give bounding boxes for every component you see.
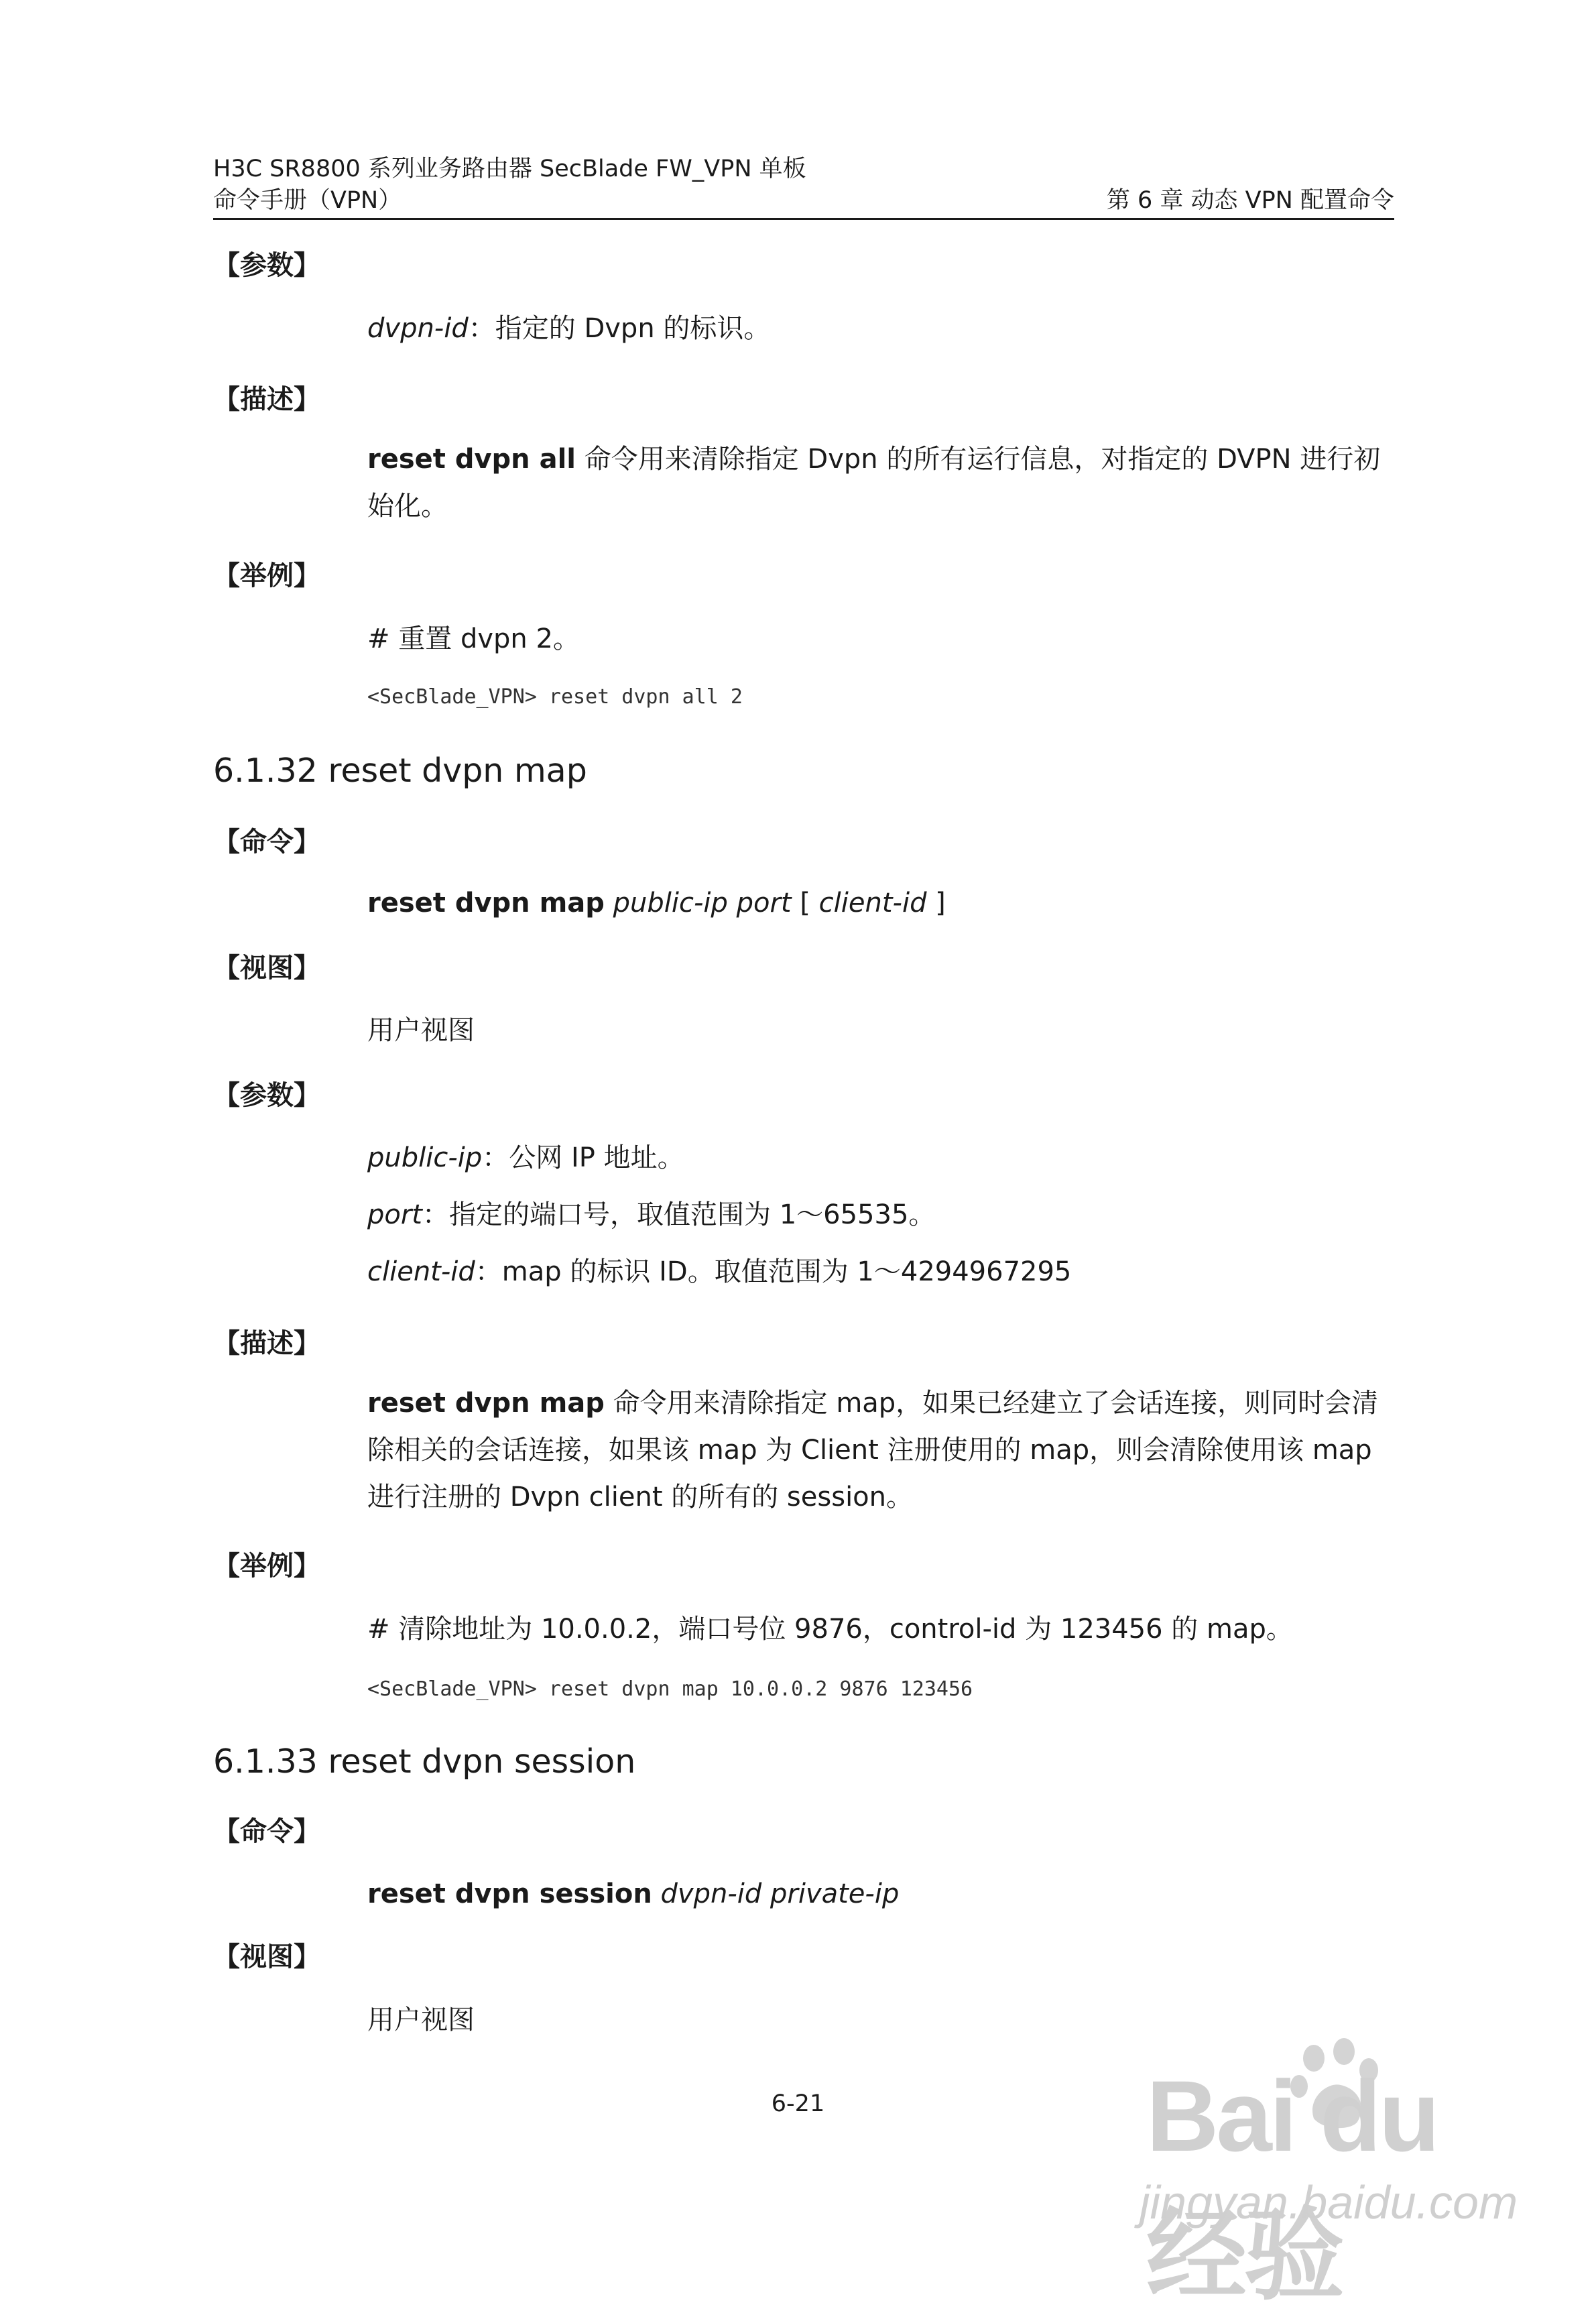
description-paragraph [367, 436, 1394, 530]
description-heading: 【描述】 [213, 1328, 320, 1359]
command-name: reset dvpn map [367, 1388, 605, 1419]
param-dvpn-id [367, 305, 1394, 352]
header-subtitle: 命令手册（VPN） [213, 187, 402, 214]
view-heading: 【视图】 [213, 953, 320, 984]
param-name: public-ip [367, 1142, 483, 1173]
command-syntax [367, 1870, 1394, 1917]
command-keyword: reset dvpn map [367, 888, 605, 918]
section-title: 6.1.32 reset dvpn map [213, 752, 587, 790]
command-heading: 【命令】 [213, 827, 320, 857]
command-args: public-ip port [613, 888, 792, 918]
view-text: 用户视图 [367, 2005, 475, 2035]
param-name: dvpn-id [367, 313, 469, 344]
command-name: reset dvpn all [367, 444, 576, 475]
header-rule [213, 218, 1394, 220]
command-syntax [367, 880, 1394, 927]
param-text: ：map 的标识 ID。取值范围为 1～4294967295 [475, 1256, 1072, 1287]
param-name: port [367, 1199, 422, 1230]
command-keyword: reset dvpn session [367, 1879, 652, 1909]
example-comment: # 清除地址为 10.0.0.2，端口号位 9876，control-id 为 123456 的 map。 [367, 1614, 1293, 1645]
optional-arg: client-id [818, 888, 927, 918]
header-chapter: 第 6 章 动态 VPN 配置命令 [1106, 187, 1394, 214]
params-heading: 【参数】 [213, 1080, 320, 1111]
example-comment: # 重置 dvpn 2。 [367, 623, 580, 654]
view-text: 用户视图 [367, 1015, 475, 1046]
page-number: 6-21 [771, 2090, 825, 2117]
description-text: 命令用来清除指定 Dvpn 的所有运行信息，对指定的 DVPN 进行初始化。 [367, 444, 1381, 522]
command-heading: 【命令】 [213, 1816, 320, 1847]
param-public-ip [367, 1134, 1394, 1181]
param-client-id [367, 1248, 1394, 1295]
watermark-url: jingyan.baidu.com [1140, 2176, 1518, 2228]
command-args: dvpn-id private-ip [660, 1879, 900, 1909]
param-text: ：指定的端口号，取值范围为 1～65535。 [422, 1199, 936, 1230]
example-code: <SecBlade_VPN> reset dvpn all 2 [367, 685, 743, 709]
watermark [1133, 2038, 1522, 2312]
watermark-logo: Bai du 经验 [1146, 2060, 1438, 2312]
description-paragraph [367, 1380, 1394, 1521]
bracket-open: [ [791, 888, 819, 918]
param-text: ：公网 IP 地址。 [482, 1142, 684, 1173]
description-text: 命令用来清除指定 map，如果已经建立了会话连接，则同时会清除相关的会话连接，如果该 map 为 Client 注册使用的 map，则会清除使用该 map 进行注册的 Dvpn client 的所有的 session。 [367, 1388, 1379, 1512]
view-heading: 【视图】 [213, 1942, 320, 1972]
bracket-close: ] [926, 888, 946, 918]
param-port [367, 1191, 1394, 1238]
description-heading: 【描述】 [213, 384, 320, 415]
section-title: 6.1.33 reset dvpn session [213, 1742, 636, 1781]
params-heading: 【参数】 [213, 250, 320, 281]
param-text: ：指定的 Dvpn 的标识。 [468, 313, 771, 344]
param-name: client-id [367, 1256, 475, 1287]
example-code: <SecBlade_VPN> reset dvpn map 10.0.0.2 9876 123456 [367, 1677, 973, 1701]
example-heading: 【举例】 [213, 1551, 320, 1582]
header-title: H3C SR8800 系列业务路由器 SecBlade FW_VPN 单板 [213, 156, 806, 182]
example-heading: 【举例】 [213, 560, 320, 591]
